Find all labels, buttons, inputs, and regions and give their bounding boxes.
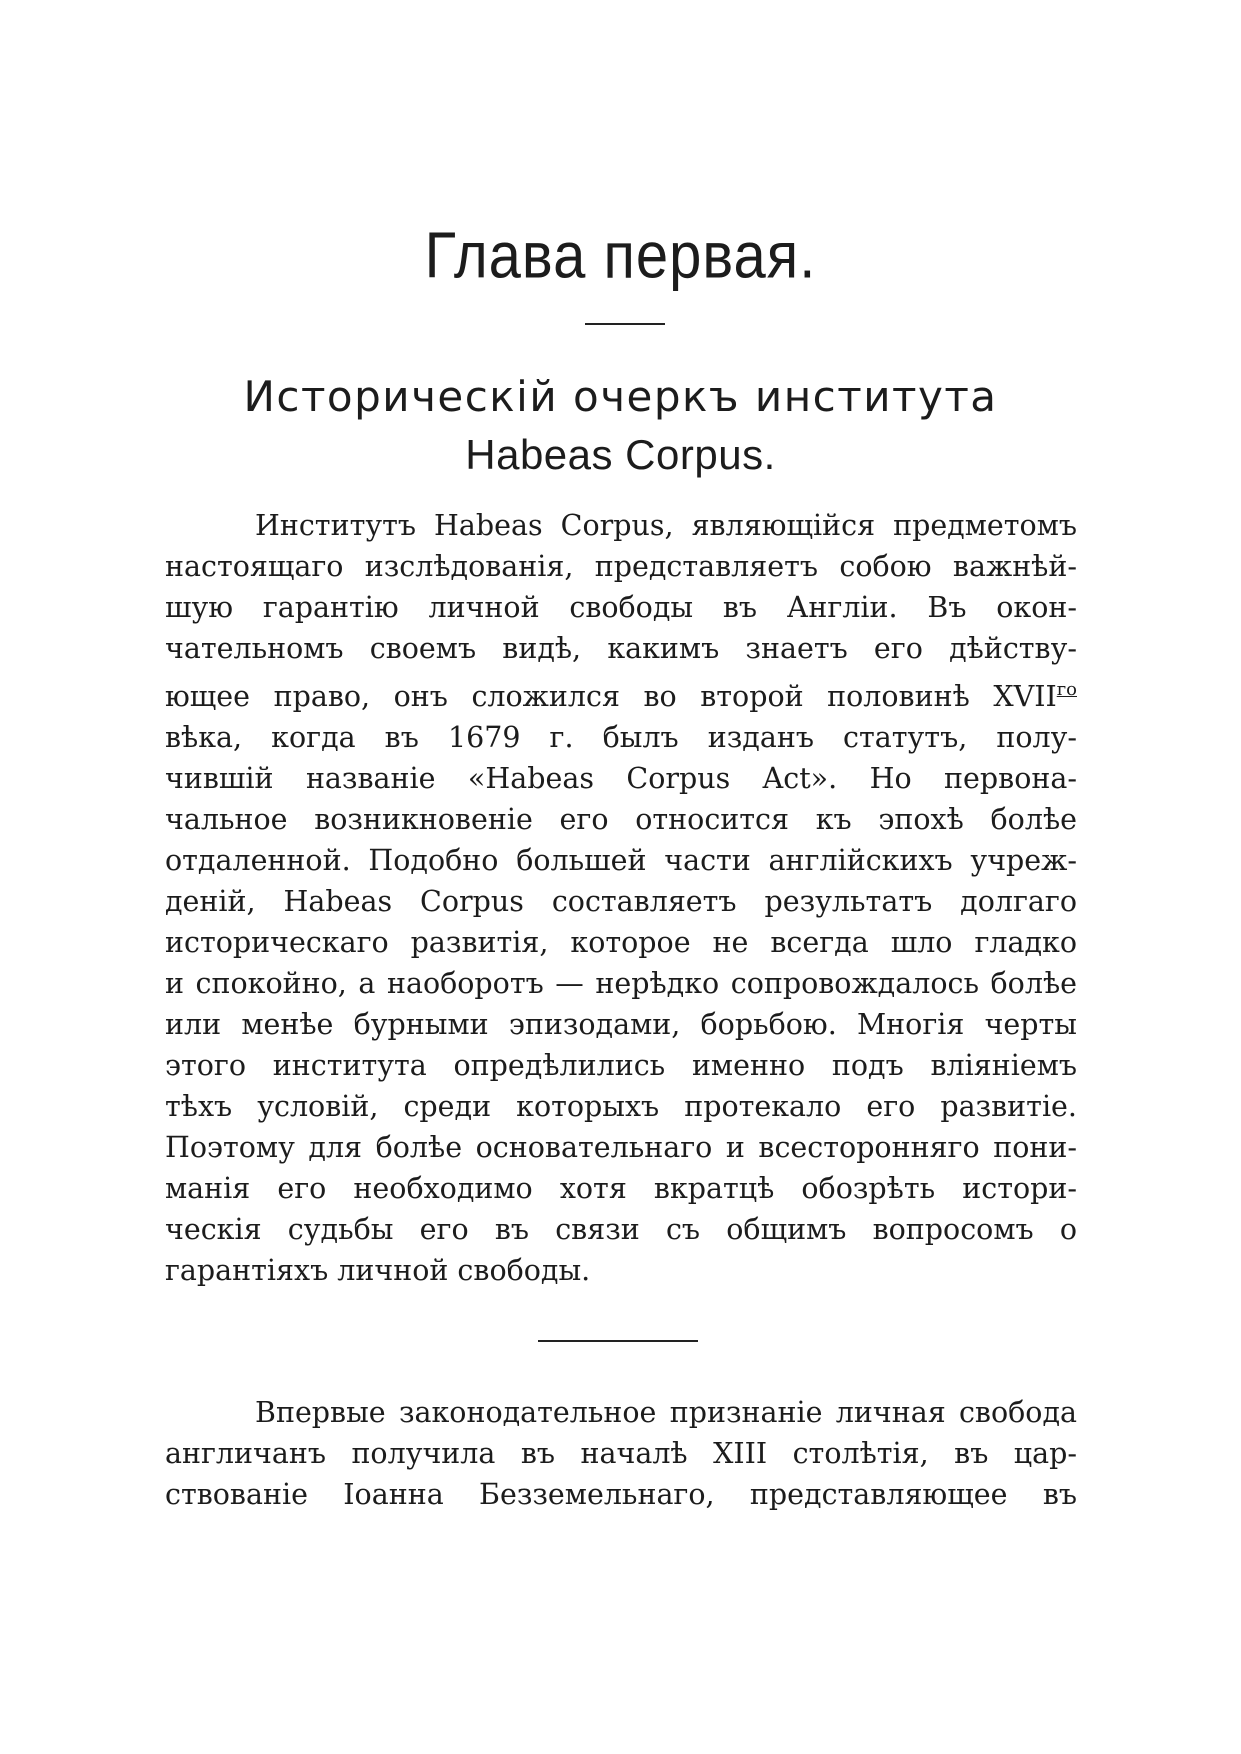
text-line: деній, Habeas Corpus составляетъ результатъ долгаго [165, 885, 1077, 918]
text-line: отдаленной. Подобно большей части англійскихъ учреж- [165, 844, 1077, 877]
section-divider [538, 1340, 698, 1342]
text-line: ствованіе Іоанна Безземельнаго, представляющее въ [165, 1478, 1077, 1511]
section-heading [0, 368, 1241, 484]
title-divider [585, 323, 665, 325]
paragraph-2 [165, 1392, 1077, 1515]
text-line: тѣхъ условій, среди которыхъ протекало его развитіе. [165, 1090, 1077, 1123]
text-line: историческаго развитія, которое не всегда шло гладко [165, 926, 1077, 959]
ordinal-superscript: го [1056, 679, 1077, 700]
text-line: Поэтому для болѣе основательнаго и всесторонняго пони- [165, 1131, 1077, 1164]
section-heading-line-1: Историческій очеркъ института [243, 372, 998, 421]
text-line: шую гарантію личной свободы въ Англіи. Въ окон- [165, 591, 1077, 624]
text-line: гарантіяхъ личной свободы. [165, 1254, 591, 1287]
text-line: вѣка, когда въ 1679 г. былъ изданъ статутъ, полу- [165, 721, 1077, 754]
text-line: чившій названіе «Habeas Corpus Act». Но первона- [165, 762, 1077, 795]
paragraph-1 [165, 505, 1077, 1291]
text-line: ческія судьбы его въ связи съ общимъ вопросомъ о [165, 1213, 1077, 1246]
text-line: англичанъ получила въ началѣ XIII столѣтія, въ цар- [165, 1437, 1077, 1470]
text-line: чальное возникновеніе его относится къ эпохѣ болѣе [165, 803, 1077, 836]
text-line: манія его необходимо хотя вкратцѣ обозрѣть истори- [165, 1172, 1077, 1205]
text-line-with-superscript [165, 669, 1077, 717]
text-line: Впервые законодательное признаніе личная свобода [255, 1396, 1077, 1429]
text-line: или менѣе бурными эпизодами, борьбою. Многія черты [165, 1008, 1077, 1041]
text-line: Институтъ Habeas Corpus, являющійся предметомъ [255, 509, 1077, 542]
section-heading-line-2: Habeas Corpus. [465, 431, 776, 478]
text-line: этого института опредѣлились именно подъ вліяніемъ [165, 1049, 1077, 1082]
chapter-title: Глава первая. [424, 219, 817, 292]
text-line: настоящаго изслѣдованія, представляетъ собою важнѣй- [165, 550, 1077, 583]
text-line: и спокойно, а наоборотъ — нерѣдко сопровождалось болѣе [165, 967, 1077, 1000]
text-line: чательномъ своемъ видѣ, какимъ знаетъ его дѣйству- [165, 632, 1077, 665]
text-line-main: ющее право, онъ сложился во второй половинѣ XVII [165, 680, 1057, 713]
